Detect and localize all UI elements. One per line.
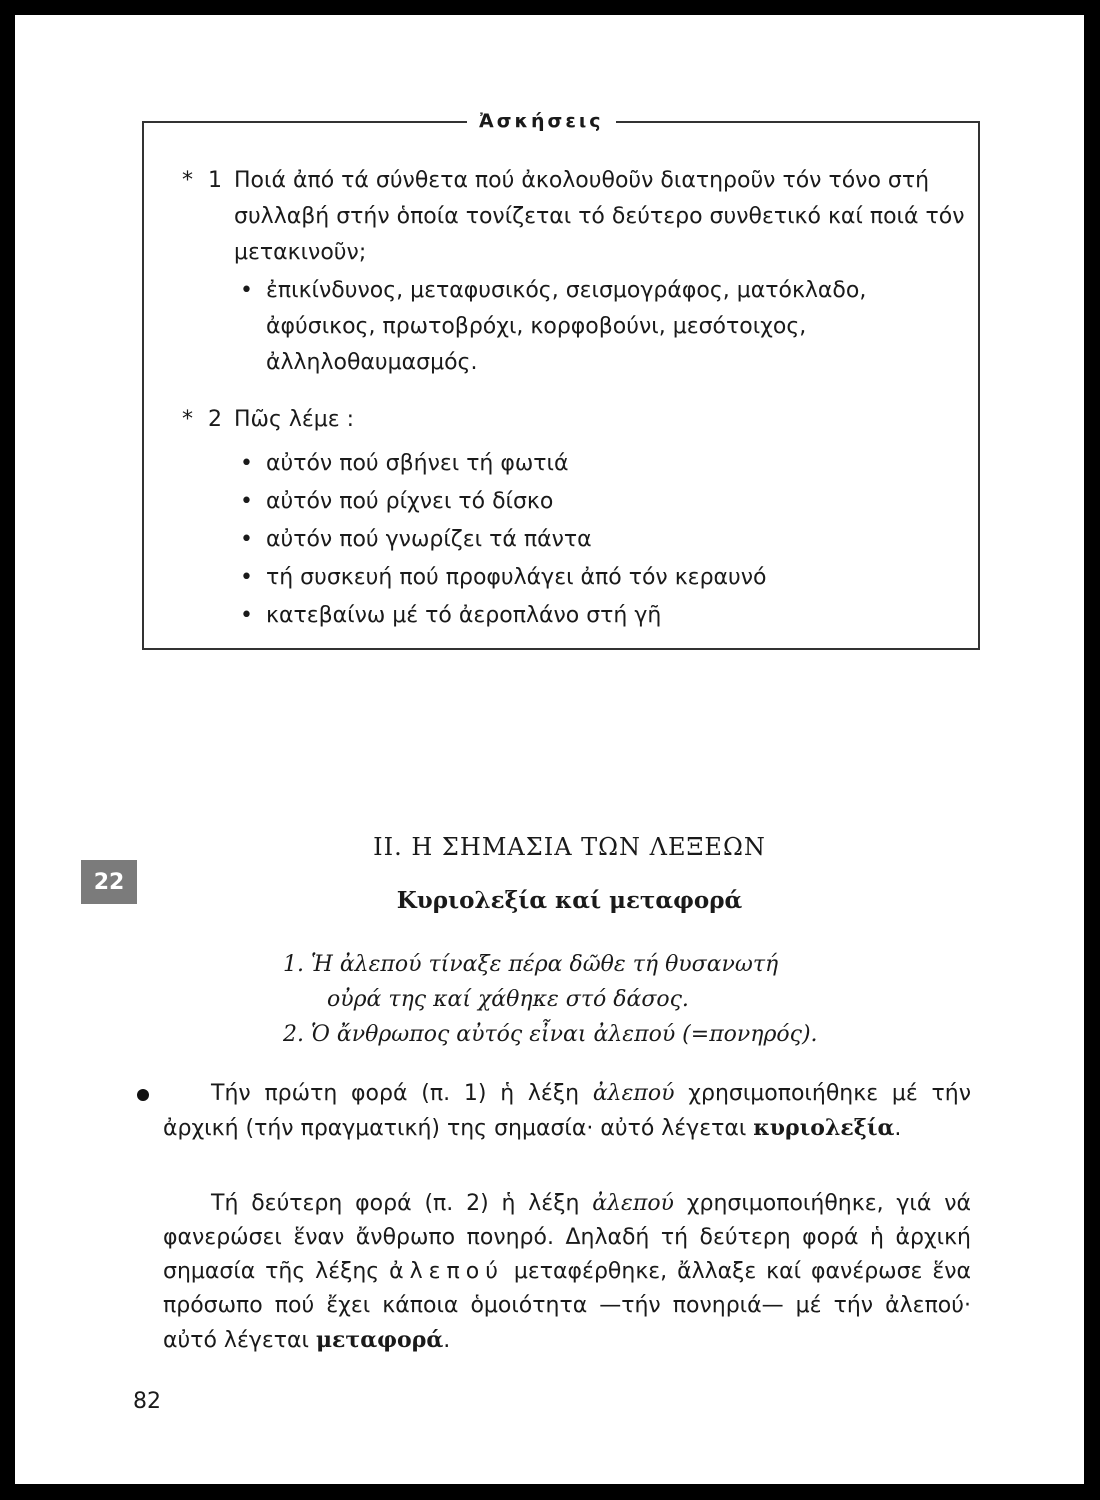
list-item: • αὐτόν πού ρίχνει τό δίσκο <box>240 489 554 514</box>
section-subtitle: Κυριολεξία καί μεταφορά <box>396 887 743 914</box>
list-item: • αὐτόν πού σβήνει τή φωτιά <box>240 451 569 476</box>
paragraph-literal-meaning: Τήν πρώτη φορά (π. 1) ἡ λέξη ἀλεπού χρησιμοποιήθηκε μέ τήν ἀρχική (τήν πραγματική) της σημασία· αὐτό λέγεται κυριολεξία. <box>163 1081 971 1141</box>
bullet: • <box>240 278 253 303</box>
exercises-title: Ἀσκήσεις <box>467 110 616 132</box>
paragraph-metaphor: Τή δεύτερη φορά (π. 2) ἡ λέξη ἀλεπού χρησιμοποιήθηκε, γιά νά φανερώσει ἕναν ἄνθρωπο πονηρό. Δηλαδή τή δεύτερη φορά ἡ ἀρχική σημασία τῆς λέξης ἀλεπού μεταφέρθηκε, ἄλλαξε καί φανέρωσε ἕνα πρόσωπο πού ἔχει κάποια ὁμοιότητα —τήν πονηριά— μέ τήν ἀλεπού· αὐτό λέγεται μεταφορά. <box>163 1191 971 1353</box>
exercises-box <box>142 110 980 650</box>
paragraph-bullet-icon <box>137 1089 149 1101</box>
textbook-page <box>15 15 1084 1484</box>
term-metafora: μεταφορά <box>315 1327 444 1353</box>
exercise-1-number: 1 <box>208 168 222 193</box>
term-kyriolexia: κυριολεξία <box>753 1115 895 1141</box>
exercise-1 <box>182 163 972 271</box>
exercise-1-star: * <box>182 168 193 193</box>
exercise-2-text: Πῶς λέμε : <box>234 407 355 432</box>
exercise-2-star: * <box>182 407 193 432</box>
example-2-line: Ὁ ἄνθρωπος αὐτός εἶναι ἀλεπού (=πονηρός). <box>311 1022 818 1047</box>
list-item: • αὐτόν πού γνωρίζει τά πάντα <box>240 527 592 552</box>
example-sentences <box>283 947 818 1052</box>
exercise-2-number: 2 <box>208 407 222 432</box>
exercise-1-text: Ποιά ἀπό τά σύνθετα πού ἀκολουθοῦν διατηροῦν τόν τόνο στή συλλαβή στήν ὁποία τονίζεται τό δεύτερο συνθετικό καί ποιά τόν μετακινοῦν; <box>234 168 965 265</box>
section-number-badge: 22 <box>81 860 137 904</box>
exercise-1-words: ἐπικίνδυνος, μεταφυσικός, σεισμογράφος, ματόκλαδο, ἀφύσικος, πρωτοβρόχι, κορφοβούνι, μεσότοιχος, ἀλληλοθαυμασμός. <box>266 278 867 375</box>
example-1-number: 1. <box>283 952 304 977</box>
exercise-2-list <box>240 445 767 635</box>
example-1-line-2: οὐρά της καί χάθηκε στό δάσος. <box>327 987 689 1012</box>
chapter-title: ΙΙ. Η ΣΗΜΑΣΙΑ ΤΩΝ ΛΕΞΕΩΝ <box>373 833 766 861</box>
example-1-line-1: Ἡ ἀλεπού τίναξε πέρα δῶθε τή θυσανωτή <box>311 952 779 977</box>
exercise-2 <box>182 402 354 438</box>
exercise-1-word-list <box>240 273 960 381</box>
list-item: • κατεβαίνω μέ τό ἀεροπλάνο στή γῆ <box>240 603 662 628</box>
page-number: 82 <box>133 1389 161 1414</box>
list-item: • τή συσκευή πού προφυλάγει ἀπό τόν κεραυνό <box>240 565 767 590</box>
example-2-number: 2. <box>283 1022 304 1047</box>
